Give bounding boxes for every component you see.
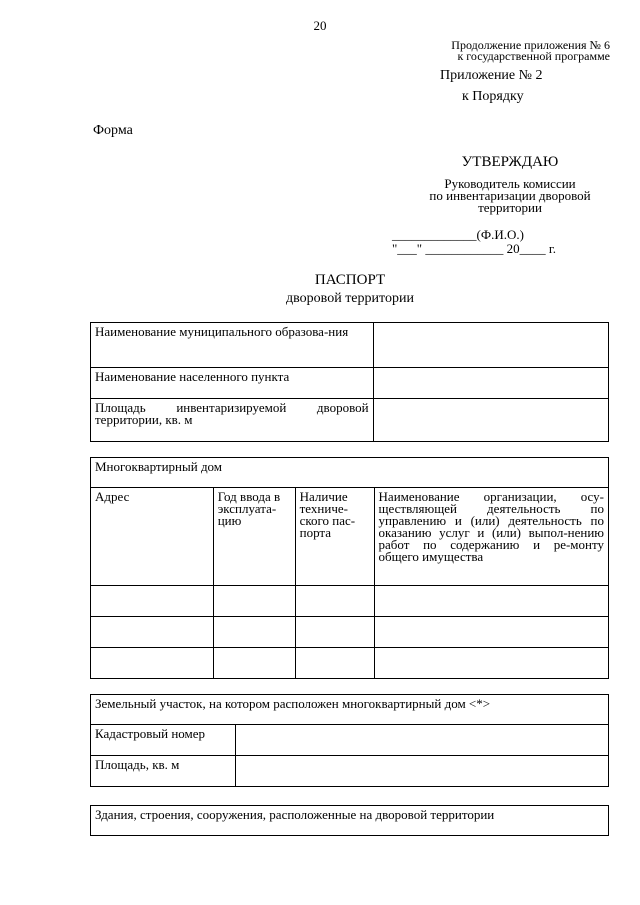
- table-row: [91, 323, 609, 368]
- municipality-label: Наименование муниципального образова-ния: [91, 323, 374, 368]
- land-area-label: Площадь, кв. м: [91, 756, 236, 787]
- passport-title: ПАСПОРТ: [314, 272, 386, 288]
- fio-line: _____________(Ф.И.О.): [392, 227, 524, 242]
- approval-position: [390, 178, 630, 214]
- form-label: Форма: [93, 123, 133, 138]
- header-organization: Наименование организации, осу-ществляющей деятельность по управлению и (или) деятельность по оказанию услуг и (или) выпол-нению работ по содержанию и ре-монту общего имущества: [374, 488, 608, 586]
- table-row: [91, 617, 609, 648]
- table-row: [91, 399, 609, 442]
- table-row: [91, 458, 609, 488]
- cadastral-number-label: Кадастровый номер: [91, 725, 236, 756]
- general-info-table: [90, 322, 609, 442]
- continuation-line-1: Продолжение приложения № 6: [451, 38, 610, 52]
- apartment-table-title: Многоквартирный дом: [91, 458, 609, 488]
- cadastral-number-value[interactable]: [235, 725, 608, 756]
- appendix-label: Приложение № 2: [440, 68, 543, 83]
- cell-passport[interactable]: [295, 586, 374, 617]
- table-row: [91, 725, 609, 756]
- order-label: к Порядку: [462, 89, 524, 104]
- settlement-label: Наименование населенного пункта: [91, 368, 374, 399]
- buildings-table: [90, 805, 609, 836]
- cell-year[interactable]: [213, 586, 295, 617]
- table-row: [91, 368, 609, 399]
- table-row: [91, 756, 609, 787]
- cell-year[interactable]: [213, 617, 295, 648]
- territory-area-value[interactable]: [373, 399, 608, 442]
- cell-organization[interactable]: [374, 617, 608, 648]
- cell-address[interactable]: [91, 586, 214, 617]
- date-line: "___" ____________ 20____ г.: [392, 241, 556, 256]
- table-row: [91, 695, 609, 725]
- cell-address[interactable]: [91, 617, 214, 648]
- table-row: [91, 648, 609, 679]
- passport-subtitle: дворовой территории: [286, 291, 414, 306]
- approval-position-line-2: по инвентаризации дворовой: [429, 188, 591, 203]
- cell-organization[interactable]: [374, 586, 608, 617]
- header-address: Адрес: [91, 488, 214, 586]
- buildings-title: Здания, строения, сооружения, расположенные на дворовой территории: [91, 806, 609, 836]
- cell-passport[interactable]: [295, 648, 374, 679]
- cell-address[interactable]: [91, 648, 214, 679]
- continuation-line-2: к государственной программе: [457, 49, 610, 63]
- apartment-building-table: [90, 457, 609, 679]
- table-header-row: [91, 488, 609, 586]
- continuation-note: [451, 40, 610, 62]
- table-row: [91, 586, 609, 617]
- territory-area-label: Площадь инвентаризируемой дворовой территории, кв. м: [91, 399, 374, 442]
- land-area-value[interactable]: [235, 756, 608, 787]
- approval-position-line-3: территории: [478, 200, 542, 215]
- approval-position-line-1: Руководитель комиссии: [444, 176, 576, 191]
- land-plot-title: Земельный участок, на котором расположен многоквартирный дом <*>: [91, 695, 609, 725]
- table-row: [91, 806, 609, 836]
- header-year: Год ввода в эксплуата-цию: [213, 488, 295, 586]
- approval-title: УТВЕРЖДАЮ: [461, 154, 559, 170]
- land-plot-table: [90, 694, 609, 787]
- municipality-value[interactable]: [373, 323, 608, 368]
- page-number: 20: [313, 18, 327, 33]
- settlement-value[interactable]: [373, 368, 608, 399]
- cell-year[interactable]: [213, 648, 295, 679]
- header-passport: Наличие техниче-ского пас-порта: [295, 488, 374, 586]
- cell-passport[interactable]: [295, 617, 374, 648]
- cell-organization[interactable]: [374, 648, 608, 679]
